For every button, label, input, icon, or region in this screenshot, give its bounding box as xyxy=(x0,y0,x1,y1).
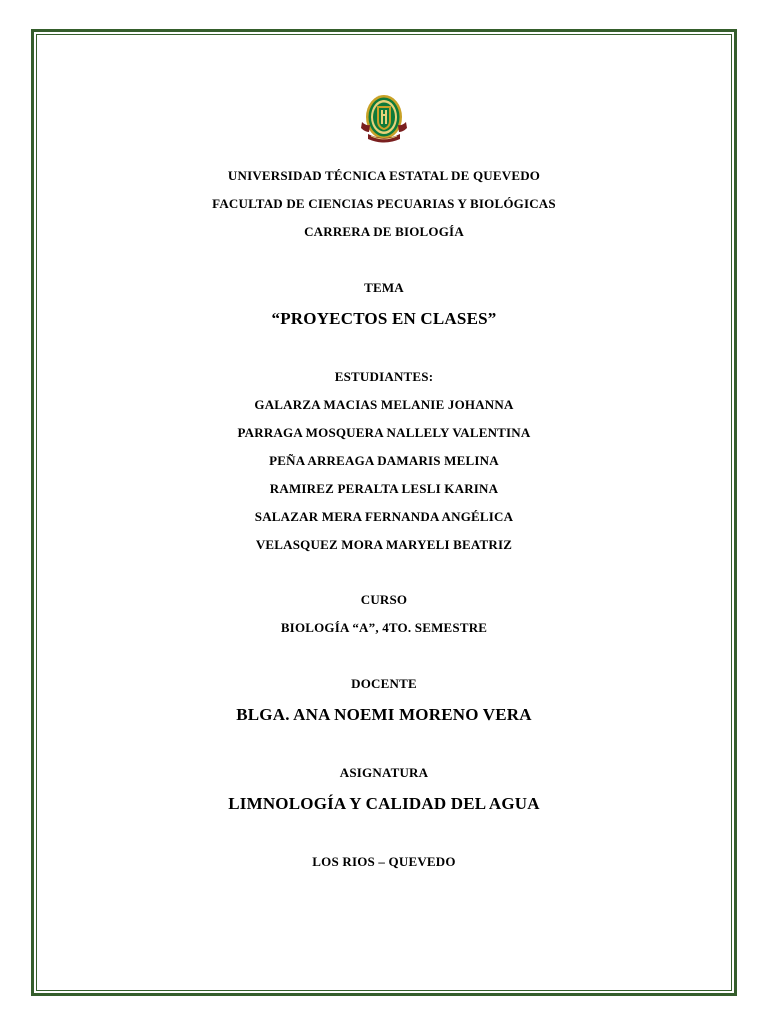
topic-title: “PROYECTOS EN CLASES” xyxy=(271,309,497,328)
student-name: RAMIREZ PERALTA LESLI KARINA xyxy=(269,481,499,496)
teacher-label: DOCENTE xyxy=(351,676,417,691)
subject-label: ASIGNATURA xyxy=(339,765,429,780)
student-name: GALARZA MACIAS MELANIE JOHANNA xyxy=(254,397,514,412)
location: LOS RIOS – QUEVEDO xyxy=(312,854,456,869)
teacher-name: BLGA. ANA NOEMI MORENO VERA xyxy=(236,705,532,724)
student-name: PEÑA ARREAGA DAMARIS MELINA xyxy=(269,453,499,468)
career-name: CARRERA DE BIOLOGÍA xyxy=(304,224,464,239)
topic-label: TEMA xyxy=(364,280,404,295)
students-label: ESTUDIANTES: xyxy=(334,369,434,384)
course-value: BIOLOGÍA “A”, 4TO. SEMESTRE xyxy=(280,620,488,635)
student-name: SALAZAR MERA FERNANDA ANGÉLICA xyxy=(254,509,514,524)
university-seal-icon xyxy=(358,92,410,146)
subject-name: LIMNOLOGÍA Y CALIDAD DEL AGUA xyxy=(228,794,540,813)
student-name: PARRAGA MOSQUERA NALLELY VALENTINA xyxy=(237,425,531,440)
university-name: UNIVERSIDAD TÉCNICA ESTATAL DE QUEVEDO xyxy=(227,168,541,183)
student-name: VELASQUEZ MORA MARYELI BEATRIZ xyxy=(255,537,513,552)
course-label: CURSO xyxy=(360,592,408,607)
faculty-name: FACULTAD DE CIENCIAS PECUARIAS Y BIOLÓGICAS xyxy=(212,196,556,211)
